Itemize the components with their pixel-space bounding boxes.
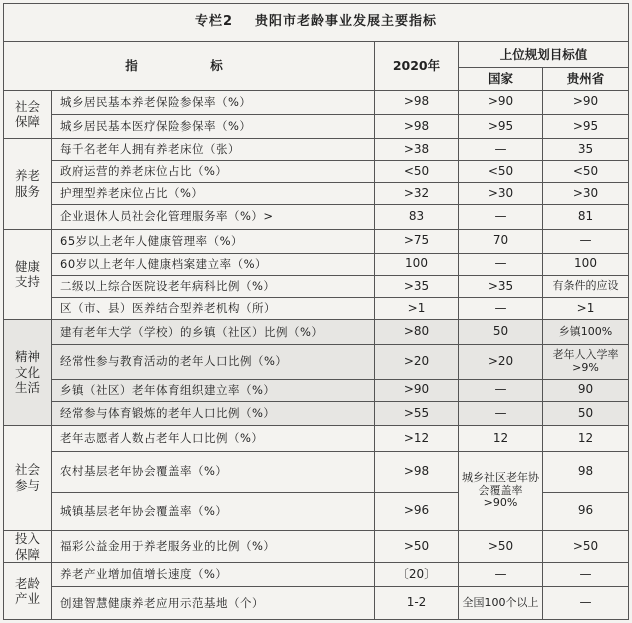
value-national: >20 [459, 345, 543, 379]
indicator-name: 护理型养老床位占比（%） [52, 183, 375, 205]
indicator-name: 60岁以上老年人健康档案建立率（%） [52, 253, 375, 275]
value-2020: >12 [375, 426, 459, 452]
value-2020: 83 [375, 205, 459, 229]
indicator-name: 老年志愿者人数占老年人口比例（%） [52, 426, 375, 452]
header-national: 国家 [459, 68, 543, 90]
value-provincial: <50 [543, 161, 629, 183]
table-row [4, 345, 629, 379]
value-2020: >98 [375, 452, 459, 492]
indicator-table [3, 3, 629, 620]
value-national: — [459, 139, 543, 161]
table-row [4, 298, 629, 320]
table-row [4, 139, 629, 161]
value-provincial: — [543, 587, 629, 620]
category-label: 保障 [14, 114, 40, 130]
value-national: 50 [459, 320, 543, 345]
category-label: 保障 [14, 546, 40, 562]
category-label: 养老 [14, 168, 40, 184]
value-national: <50 [459, 161, 543, 183]
table-row [4, 563, 629, 587]
value-national: >30 [459, 183, 543, 205]
value-national: >35 [459, 275, 543, 297]
value-2020: >20 [375, 345, 459, 379]
value-national: >50 [459, 530, 543, 563]
table-row [4, 587, 629, 620]
indicator-name: 城乡居民基本养老保险参保率（%） [52, 90, 375, 114]
indicator-name: 养老产业增加值增长速度（%） [52, 563, 375, 587]
value-2020: >35 [375, 275, 459, 297]
category-label: 精神 [14, 349, 40, 365]
value-2020: >75 [375, 229, 459, 253]
indicator-name: 政府运营的养老床位占比（%） [52, 161, 375, 183]
category-cell [4, 320, 52, 426]
value-national: — [459, 563, 543, 587]
title-row [4, 4, 629, 42]
table-row [4, 205, 629, 229]
category-cell [4, 530, 52, 563]
value-provincial: 12 [543, 426, 629, 452]
value-provincial: >50 [543, 530, 629, 563]
value-national: 12 [459, 426, 543, 452]
value-provincial: 老年人入学率>9% [543, 345, 629, 379]
value-national: 城乡社区老年协会覆盖率>90% [459, 452, 543, 531]
header-provincial: 贵州省 [543, 68, 629, 90]
value-national: 全国100个以上 [459, 587, 543, 620]
value-2020: 〔20〕 [375, 563, 459, 587]
value-provincial: 96 [543, 492, 629, 530]
category-label: 参与 [14, 477, 40, 493]
category-cell [4, 229, 52, 320]
value-provincial: >95 [543, 114, 629, 138]
table-row [4, 90, 629, 114]
indicator-name: 每千名老年人拥有养老床位（张） [52, 139, 375, 161]
table-row [4, 114, 629, 138]
value-2020: >32 [375, 183, 459, 205]
value-provincial: 100 [543, 253, 629, 275]
value-2020: >55 [375, 401, 459, 425]
value-provincial: >90 [543, 90, 629, 114]
category-label: 服务 [14, 183, 40, 199]
value-provincial: 81 [543, 205, 629, 229]
value-national: — [459, 298, 543, 320]
value-provincial: — [543, 229, 629, 253]
value-2020: >50 [375, 530, 459, 563]
category-cell [4, 426, 52, 531]
indicator-name: 建有老年大学（学校）的乡镇（社区）比例（%） [52, 320, 375, 345]
table-row [4, 401, 629, 425]
category-label: 文化 [14, 364, 40, 380]
category-label: 社会 [14, 462, 40, 478]
table-title [4, 4, 629, 42]
value-provincial: 50 [543, 401, 629, 425]
value-national: — [459, 205, 543, 229]
indicator-name: 65岁以上老年人健康管理率（%） [52, 229, 375, 253]
value-national: — [459, 379, 543, 401]
header-year: 2020年 [375, 42, 459, 90]
value-2020: <50 [375, 161, 459, 183]
table-row [4, 229, 629, 253]
value-national: — [459, 401, 543, 425]
category-label: 产业 [14, 591, 40, 607]
value-2020: >80 [375, 320, 459, 345]
category-cell [4, 139, 52, 230]
value-2020: >1 [375, 298, 459, 320]
indicator-name: 经常参与体育锻炼的老年人口比例（%） [52, 401, 375, 425]
category-label: 投入 [14, 530, 40, 546]
value-national: 70 [459, 229, 543, 253]
category-label: 生活 [14, 380, 40, 396]
value-provincial: 35 [543, 139, 629, 161]
table-row [4, 161, 629, 183]
indicator-name: 企业退休人员社会化管理服务率（%）> [52, 205, 375, 229]
header-indicator: 指 标 [4, 42, 375, 90]
value-provincial: >1 [543, 298, 629, 320]
value-provincial: 98 [543, 452, 629, 492]
value-2020: >38 [375, 139, 459, 161]
category-label: 支持 [14, 274, 40, 290]
value-national: — [459, 253, 543, 275]
value-provincial: — [543, 563, 629, 587]
column-label: 专栏2 [194, 14, 234, 30]
table-row [4, 452, 629, 492]
value-provincial: >30 [543, 183, 629, 205]
value-2020: >96 [375, 492, 459, 530]
value-2020: >98 [375, 90, 459, 114]
value-provincial: 有条件的应设 [543, 275, 629, 297]
indicator-name: 城镇基层老年协会覆盖率（%） [52, 492, 375, 530]
indicator-name: 二级以上综合医院设老年病科比例（%） [52, 275, 375, 297]
value-provincial: 90 [543, 379, 629, 401]
value-2020: 1-2 [375, 587, 459, 620]
indicator-name: 经常性参与教育活动的老年人口比例（%） [52, 345, 375, 379]
indicator-name: 创建智慧健康养老应用示范基地（个） [52, 587, 375, 620]
indicator-name: 城乡居民基本医疗保险参保率（%） [52, 114, 375, 138]
value-2020: >90 [375, 379, 459, 401]
table-row [4, 183, 629, 205]
category-cell [4, 563, 52, 620]
table-row [4, 530, 629, 563]
indicator-name: 乡镇（社区）老年体育组织建立率（%） [52, 379, 375, 401]
indicator-name: 区（市、县）医养结合型养老机构（所） [52, 298, 375, 320]
header-row [4, 42, 629, 68]
table-row [4, 426, 629, 452]
table-row [4, 253, 629, 275]
indicator-name: 农村基层老年协会覆盖率（%） [52, 452, 375, 492]
indicator-name: 福彩公益金用于养老服务业的比例（%） [52, 530, 375, 563]
header-target: 上位规划目标值 [459, 42, 629, 68]
category-cell [4, 90, 52, 138]
table-row [4, 275, 629, 297]
category-label: 社会 [14, 98, 40, 114]
table-row [4, 320, 629, 345]
category-label: 健康 [14, 258, 40, 274]
value-2020: 100 [375, 253, 459, 275]
title-text: 贵阳市老龄事业发展主要指标 [255, 14, 438, 30]
category-label: 老龄 [14, 575, 40, 591]
value-national: >90 [459, 90, 543, 114]
table-row [4, 379, 629, 401]
value-national: >95 [459, 114, 543, 138]
value-2020: >98 [375, 114, 459, 138]
value-provincial: 乡镇100% [543, 320, 629, 345]
